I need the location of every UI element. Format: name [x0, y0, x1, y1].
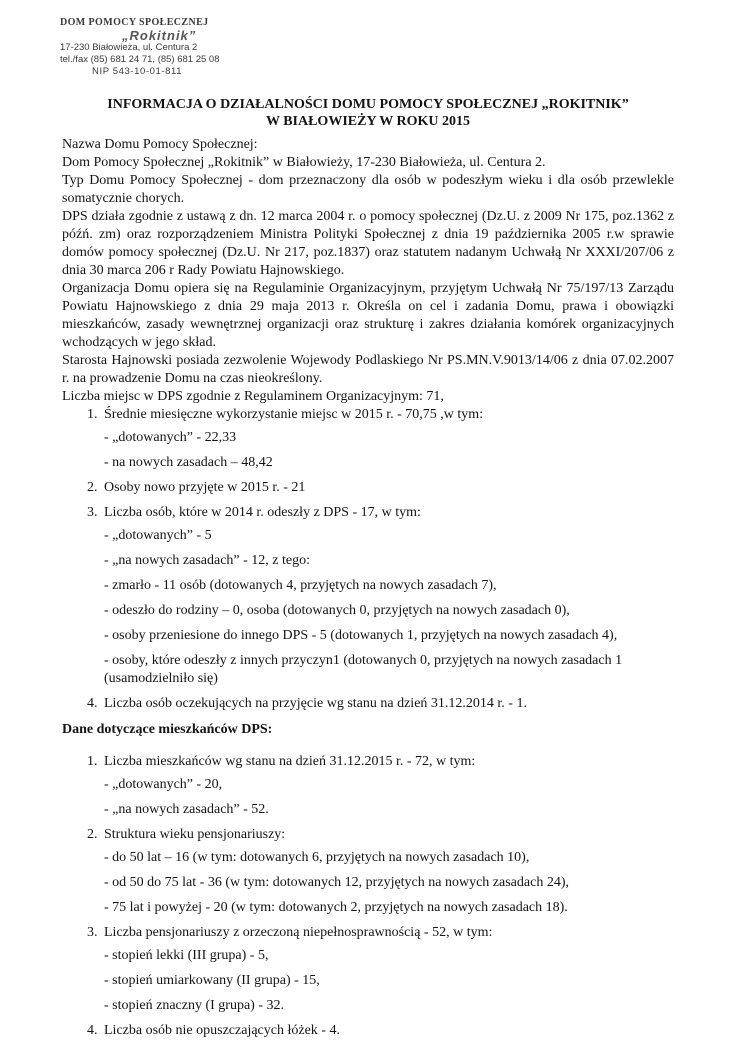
- list-item-number: 2.: [87, 827, 98, 842]
- intro-paragraph-7: Liczba miejsc w DPS zgodnie z Regulaminem Organizacyjnym: 71,: [62, 389, 444, 404]
- sub-item: - „dotowanych” - 5: [104, 528, 212, 543]
- sub-item: - 75 lat i powyżej - 20 (w tym: dotowanych 2, przyjętych na nowych zasadach 18).: [104, 900, 568, 915]
- list-item-text: Liczba osób oczekujących na przyjęcie wg stanu na dzień 31.12.2014 r. - 1.: [104, 696, 527, 711]
- list-item-number: 4.: [87, 696, 98, 711]
- list-item: [62, 406, 674, 472]
- list-item-subitems: [104, 947, 674, 1015]
- list-item-text: Liczba osób, które w 2014 r. odeszły z DPS - 17, w tym:: [104, 505, 421, 520]
- stamp-line-3: 17-230 Białowieża, ul. Centura 2: [60, 42, 198, 53]
- list-item-number: 4.: [87, 1023, 98, 1038]
- stamp-line-5: NIP 543-10-01-811: [92, 66, 183, 77]
- list-item-number: 3.: [87, 505, 98, 520]
- list-item-text: Struktura wieku pensjonariuszy:: [104, 827, 286, 842]
- section-title-residents: Dane dotyczące mieszkańców DPS:: [62, 722, 273, 737]
- intro-paragraph-1: Nazwa Domu Pomocy Społecznej:: [62, 137, 258, 152]
- sub-item: - „dotowanych” - 22,33: [104, 430, 237, 445]
- list-item-subitems: [104, 429, 674, 472]
- title-line-1: INFORMACJA O DZIAŁALNOŚCI DOMU POMOCY SPOŁECZNEJ „ROKITNIK”: [107, 97, 629, 112]
- intro-paragraph-5: Organizacja Domu opiera się na Regulaminie Organizacyjnym, przyjętym Uchwałą Nr 75/197/13 Zarządu Powiatu Hajnowskiego z dnia 29 maja 2013 r. Określa on cel i zadania Domu, prawa i obowiązki mieszkańców, zasady wewnętrznej organizacji oraz strukturę i zakres działania komórek organizacyjnych wchodzących w jego skład.: [62, 281, 674, 350]
- sub-item: - „dotowanych” - 20,: [104, 777, 223, 792]
- list-item-number: 1.: [87, 407, 98, 422]
- stamp-line-2: „Rokitnik”: [122, 28, 197, 43]
- stamp-line-1: DOM POMOCY SPOŁECZNEJ: [60, 17, 209, 28]
- list-item: [62, 826, 674, 917]
- list-item-subitems: [104, 849, 674, 917]
- list-item-subitems: [104, 776, 674, 819]
- intro-paragraph-2: Dom Pomocy Społecznej „Rokitnik” w Białowieży, 17-230 Białowieża, ul. Centura 2.: [62, 155, 546, 170]
- list-item-subitems: [104, 527, 674, 688]
- sub-item: - stopień umiarkowany (II grupa) - 15,: [104, 973, 320, 988]
- title-line-2: W BIAŁOWIEŻY W ROKU 2015: [265, 114, 471, 129]
- residents-list: [62, 753, 674, 1040]
- list-item: [62, 479, 674, 497]
- intro-paragraph-3: Typ Domu Pomocy Społecznej - dom przeznaczony dla osób w podeszłym wieku i dla osób przewlekle somatycznie chorych.: [62, 173, 674, 206]
- list-item-text: Liczba osób nie opuszczających łóżek - 4.: [104, 1023, 340, 1038]
- list-item-text: Liczba mieszkańców wg stanu na dzień 31.12.2015 r. - 72, w tym:: [104, 754, 476, 769]
- sub-item: - stopień znaczny (I grupa) - 32.: [104, 998, 284, 1013]
- list-item: [62, 1022, 674, 1040]
- list-item-number: 2.: [87, 480, 98, 495]
- list-item: [62, 753, 674, 819]
- list-item-number: 1.: [87, 754, 98, 769]
- sub-item: - osoby przeniesione do innego DPS - 5 (dotowanych 1, przyjętych na nowych zasadach 4),: [104, 628, 618, 643]
- sub-item: - odeszło do rodziny – 0, osoba (dotowanych 0, przyjętych na nowych zasadach 0),: [104, 603, 570, 618]
- sub-item: - na nowych zasadach – 48,42: [104, 455, 273, 470]
- intro-paragraph-6: Starosta Hajnowski posiada zezwolenie Wojewody Podlaskiego Nr PS.MN.V.9013/14/06 z dnia 07.02.2007 r. na prowadzenie Domu na czas nieokreślony.: [62, 353, 674, 386]
- statistics-list: [62, 406, 674, 713]
- sub-item: - od 50 do 75 lat - 36 (w tym: dotowanych 12, przyjętych na nowych zasadach 24),: [104, 875, 569, 890]
- institution-stamp: [60, 16, 250, 78]
- document-body: [62, 96, 674, 1047]
- list-item: [62, 924, 674, 1015]
- list-item: [62, 695, 674, 713]
- list-item: [62, 504, 674, 688]
- list-item-text: Średnie miesięczne wykorzystanie miejsc w 2015 r. - 70,75 ,w tym:: [104, 407, 484, 422]
- sub-item: - „na nowych zasadach” - 12, z tego:: [104, 553, 311, 568]
- intro-paragraph-4: DPS działa zgodnie z ustawą z dn. 12 marca 2004 r. o pomocy społecznej (Dz.U. z 2009 Nr 175, poz.1362 z późń. zm) oraz rozporządzeniem Ministra Polityki Społecznej z dnia 19 października 2005 r.w sprawie domów pomocy społecznej (Dz.U. Nr 217, poz.1837) oraz statutem nadanym Uchwałą Nr XXXI/207/06 z dnia 30 marca 206 r Rady Powiatu Hajnowskiego.: [62, 209, 674, 278]
- sub-item: - stopień lekki (III grupa) - 5,: [104, 948, 269, 963]
- document-title: [62, 96, 674, 130]
- stamp-line-4: tel./fax (85) 681 24 71, (85) 681 25 08: [60, 54, 220, 65]
- list-item-text: Osoby nowo przyjęte w 2015 r. - 21: [104, 480, 306, 495]
- list-item-text: Liczba pensjonariuszy z orzeczoną niepełnosprawnością - 52, w tym:: [104, 925, 493, 940]
- sub-item: - do 50 lat – 16 (w tym: dotowanych 6, przyjętych na nowych zasadach 10),: [104, 850, 530, 865]
- sub-item: - zmarło - 11 osób (dotowanych 4, przyjętych na nowych zasadach 7),: [104, 578, 497, 593]
- list-item-number: 3.: [87, 925, 98, 940]
- sub-item: - „na nowych zasadach” - 52.: [104, 802, 269, 817]
- sub-item: - osoby, które odeszły z innych przyczyn1 (dotowanych 0, przyjętych na nowych zasadach 1 (usamodzielniło się): [104, 653, 623, 686]
